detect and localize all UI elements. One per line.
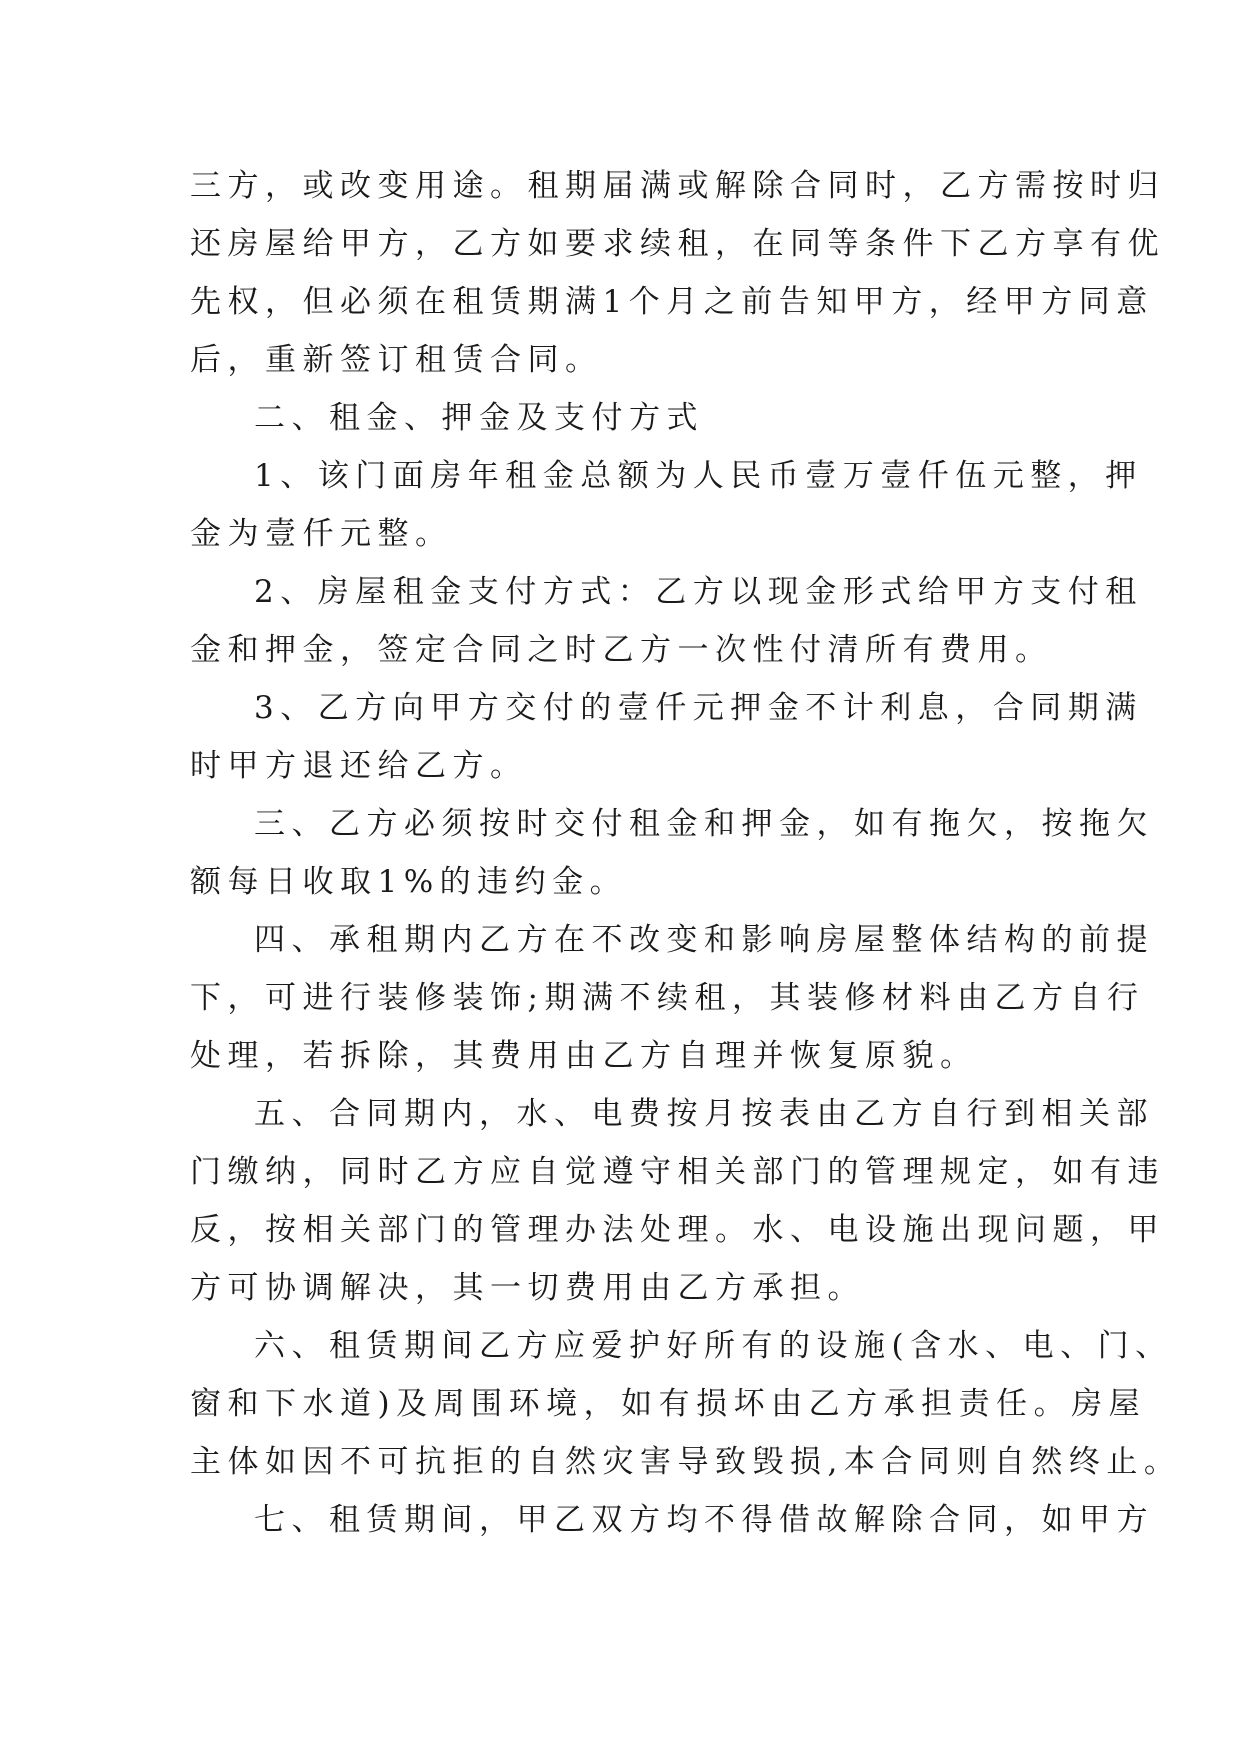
text-line: 金和押金，签定合同之时乙方一次性付清所有费用。	[190, 632, 1053, 668]
text-line: 1、该门面房年租金总额为人民币壹万壹仟伍元整，押	[254, 458, 1143, 494]
text-line: 五、合同期内，水、电费按月按表由乙方自行到相关部	[254, 1096, 1154, 1132]
text-line: 3、乙方向甲方交付的壹仟元押金不计利息，合同期满	[254, 690, 1143, 726]
text-line: 三方，或改变用途。租期届满或解除合同时，乙方需按时归	[190, 168, 1165, 204]
text-line: 七、租赁期间，甲乙双方均不得借故解除合同，如甲方	[254, 1502, 1154, 1538]
text-line: 下，可进行装修装饰;期满不续租，其装修材料由乙方自行	[190, 980, 1145, 1016]
section-heading: 二、租金、押金及支付方式	[254, 400, 704, 436]
text-line: 先权，但必须在租赁期满1个月之前告知甲方，经甲方同意	[190, 284, 1154, 320]
text-line: 金为壹仟元整。	[190, 516, 453, 552]
text-line: 方可协调解决，其一切费用由乙方承担。	[190, 1270, 865, 1306]
text-line: 处理，若拆除，其费用由乙方自理并恢复原貌。	[190, 1038, 978, 1074]
text-line: 反，按相关部门的管理办法处理。水、电设施出现问题，甲	[190, 1212, 1165, 1248]
text-line: 时甲方退还给乙方。	[190, 748, 528, 784]
text-line: 窗和下水道)及周围环境，如有损坏由乙方承担责任。房屋	[190, 1386, 1147, 1422]
text-line: 四、承租期内乙方在不改变和影响房屋整体结构的前提	[254, 922, 1154, 958]
text-line: 门缴纳，同时乙方应自觉遵守相关部门的管理规定，如有违	[190, 1154, 1165, 1190]
text-line: 六、租赁期间乙方应爱护好所有的设施(含水、电、门、	[254, 1328, 1173, 1364]
text-line: 三、乙方必须按时交付租金和押金，如有拖欠，按拖欠	[254, 806, 1154, 842]
text-line: 后，重新签订租赁合同。	[190, 342, 603, 378]
text-line: 2、房屋租金支付方式：乙方以现金形式给甲方支付租	[254, 574, 1143, 610]
text-line: 主体如因不可抗拒的自然灾害导致毁损,本合同则自然终止。	[190, 1444, 1182, 1480]
text-line: 还房屋给甲方，乙方如要求续租，在同等条件下乙方享有优	[190, 226, 1165, 262]
text-line: 额每日收取1%的违约金。	[190, 864, 628, 900]
